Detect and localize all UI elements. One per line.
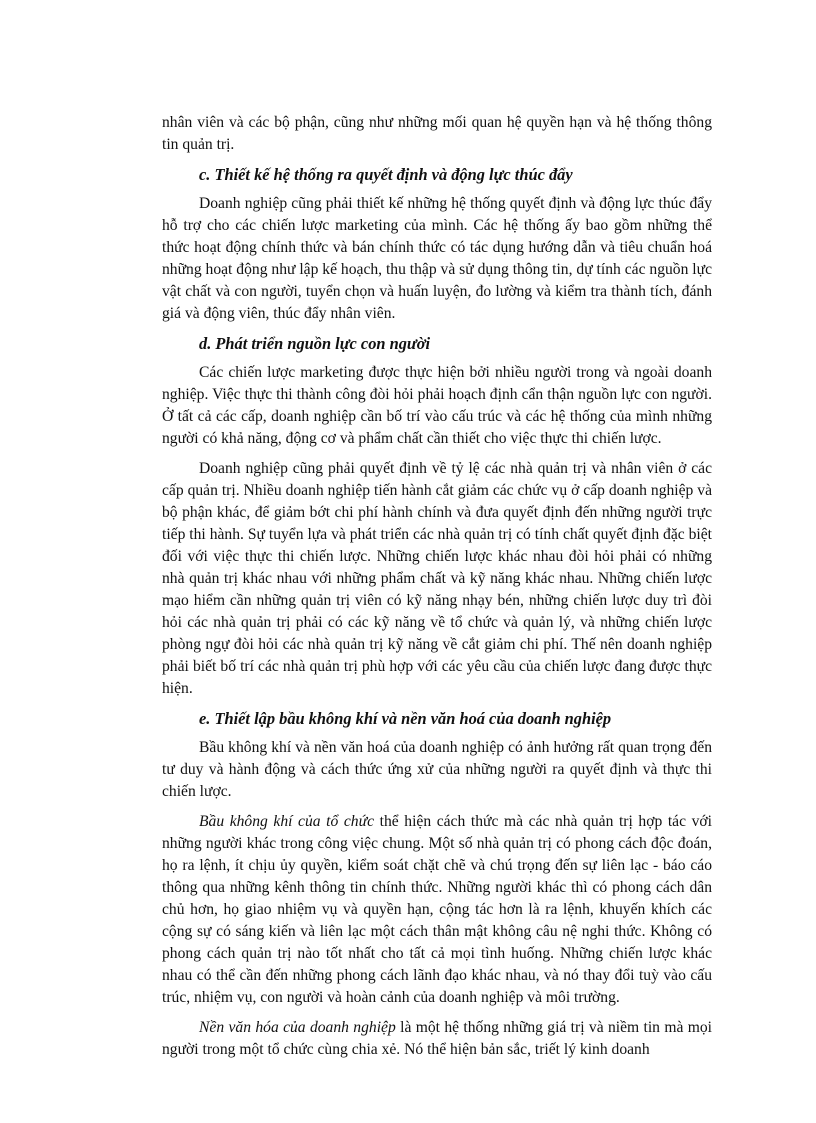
paragraph-e2-text: thể hiện cách thức mà các nhà quản trị hợp tác với những người khác trong công việc chung. Một số nhà quản trị có phong cách độc đoán, họ ra lệnh, ít chịu ủy quyền, kiểm soát chặt chẽ và chú trọng đến sự liên lạc - báo cáo thông qua những kênh thông tin chính thức. Những người khác thì có phong cách dân chủ hơn, họ giao nhiệm vụ và quyền hạn, cộng tác hơn là ra lệnh, khuyến khích các cộng sự có sáng kiến và liên lạc một cách thân mật không câu nệ nghi thức. Không có phong cách quản trị nào tốt nhất cho tất cả mọi tình huống. Những chiến lược khác nhau có thể cần đến những phong cách lãnh đạo khác nhau, và nó thay đổi tuỳ vào cấu trúc, nhiệm vụ, con người và hoàn cảnh của doanh nghiệp và môi trường. [162, 813, 712, 1006]
term-corporate-culture: Nền văn hóa của doanh nghiệp [199, 1019, 396, 1036]
document-page [162, 112, 712, 1069]
term-organization-climate: Bầu không khí của tổ chức [199, 813, 375, 830]
paragraph-e3 [162, 1017, 712, 1061]
paragraph-e1: Bầu không khí và nền văn hoá của doanh nghiệp có ảnh hưởng rất quan trọng đến tư duy và hành động và cách thức ứng xử của những người ra quyết định và thực thi chiến lược. [162, 739, 712, 800]
paragraph-e2 [162, 811, 712, 1009]
section-heading-c: c. Thiết kế hệ thống ra quyết định và động lực thúc đẩy [199, 165, 573, 184]
section-heading-d: d. Phát triển nguồn lực con người [199, 334, 431, 353]
paragraph-c1: Doanh nghiệp cũng phải thiết kế những hệ thống quyết định và động lực thúc đẩy hỗ trợ cho các chiến lược marketing của mình. Các hệ thống ấy bao gồm những thể thức hoạt động chính thức và bán chính thức có tác dụng hướng dẫn và tiêu chuẩn hoá những hoạt động như lập kế hoạch, thu thập và sử dụng thông tin, dự tính các nguồn lực vật chất và con người, tuyển chọn và huấn luyện, đo lường và kiểm tra thành tích, đánh giá và động viên, thúc đẩy nhân viên. [162, 195, 712, 322]
paragraph-intro: nhân viên và các bộ phận, cũng như những mối quan hệ quyền hạn và hệ thống thông tin quản trị. [162, 114, 712, 153]
paragraph-d1: Các chiến lược marketing được thực hiện bởi nhiều người trong và ngoài doanh nghiệp. Việc thực thi thành công đòi hỏi phải hoạch định cẩn thận nguồn lực con người. Ở tất cả các cấp, doanh nghiệp cần bố trí vào cấu trúc và các hệ thống của mình những người có khả năng, động cơ và phẩm chất cần thiết cho việc thực thi chiến lược. [162, 364, 712, 447]
section-heading-e: e. Thiết lập bầu không khí và nền văn hoá của doanh nghiệp [199, 709, 612, 728]
paragraph-e3-text: là một hệ thống những giá trị và niềm tin mà mọi người trong một tổ chức cùng chia xẻ. Nó thể hiện bản sắc, triết lý kinh doanh [162, 1019, 712, 1058]
paragraph-d2: Doanh nghiệp cũng phải quyết định về tỷ lệ các nhà quản trị và nhân viên ở các cấp quản trị. Nhiều doanh nghiệp tiến hành cắt giảm các chức vụ ở cấp doanh nghiệp và bộ phận khác, để giảm bớt chi phí hành chính và đưa quyết định đến những người trực tiếp thi hành. Sự tuyển lựa và phát triển các nhà quản trị có tính chất quyết định đặc biệt đối với việc thực thi chiến lược. Những chiến lược khác nhau đòi hỏi phải có những nhà quản trị khác nhau với những phẩm chất và kỹ năng khác nhau. Những chiến lược mạo hiểm cần những quản trị viên có kỹ năng nhạy bén, những chiến lược duy trì đòi hỏi các nhà quản trị phải có các kỹ năng về tổ chức và quản lý, và những chiến lược phòng ngự đòi hỏi các nhà quản trị kỹ năng về cắt giảm chi phí. Thế nên doanh nghiệp phải biết bố trí các nhà quản trị phù hợp với các yêu cầu của chiến lược đang được thực hiện. [162, 460, 712, 697]
